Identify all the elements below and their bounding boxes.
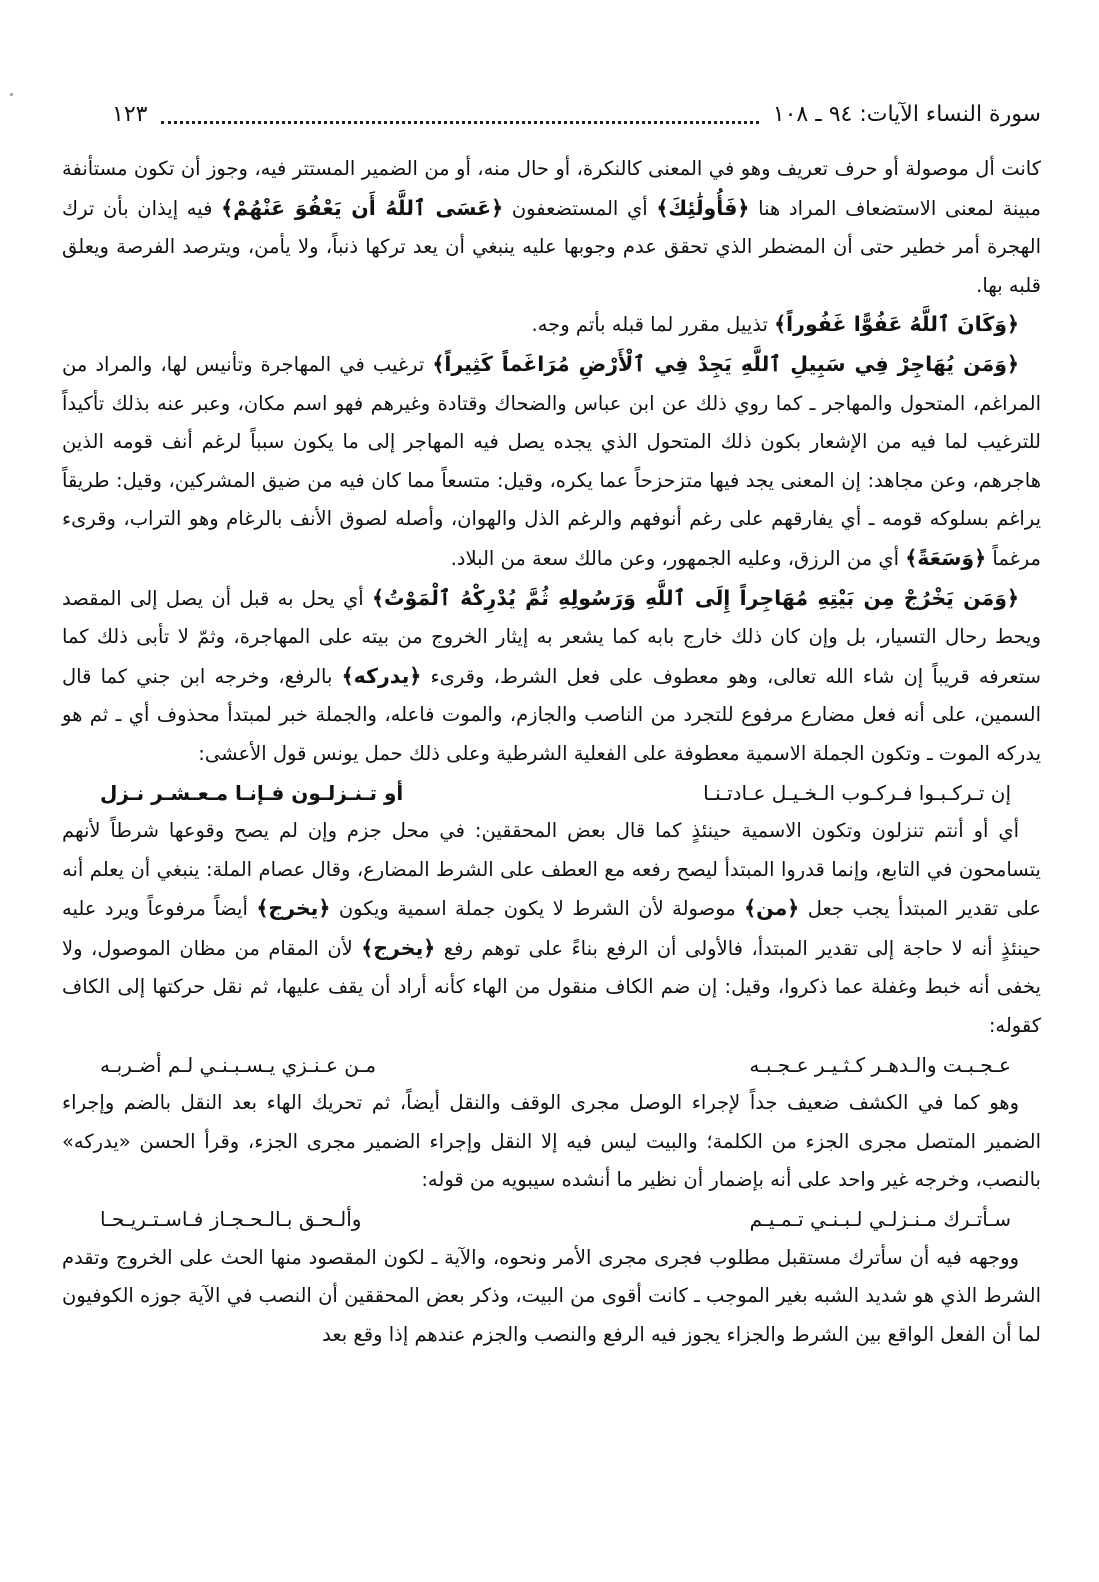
poetry-verse-2 (62, 1046, 1041, 1085)
paragraph-text: وهو كما في الكشف ضعيف جداً لإجراء الوصل مجرى الوقف والنقل أيضاً، ثم تحريك الهاء بعد النقل بالضم وإجراء الضمير المتصل مجرى الجزء من الكلمة؛ والبيت ليس فيه إلا النقل وإجراء الضمير مجرى الجزء، وقرأ الحسن «يدركه» بالنصب، وخرجه غير واحد على أنه بإضمار أن نظير ما أنشده سيبويه من قوله: (62, 1091, 1041, 1192)
paragraph-text: فيه إيذان بأن ترك الهجرة أمر خطير حتى أن المضطر الذي تحقق عدم وجوبها عليه ينبغي أن يعد تركها ذنباً، ولا يأمن، ويترصد الفرصة ويعلق قلبه بها. (62, 196, 1041, 297)
paragraph-text: كانت أل موصولة أو حرف تعريف وهو في المعنى كالنكرة، أو حال منه، أو من الضمير المستتر فيه، وجوز أن تكون مستأنفة مبينة لمعنى الاستضعاف المراد هنا (62, 157, 1041, 220)
verse-hemistich-second: وألـحـق بـالـحـجـاز فـاسـتـريـحـا (100, 1207, 362, 1232)
verse-hemistich-second: مـن عـنـزي يـسـبـنـي لـم أضـربـه (100, 1052, 377, 1077)
paragraph-3 (62, 345, 1041, 579)
paragraph-text: بالرفع، وخرجه ابن جني كما قال السمين، على أنه فعل مضارع مرفوع للتجرد من الناصب والجازم، والموت فاعله، والجملة خبر لمبتدأ محذوف أي ـ ثم هو يدركه الموت ـ وتكون الجملة الاسمية معطوفة على الفعلية الشرطية وعلى ذلك حمل يونس قول الأعشى: (62, 664, 1041, 765)
poetry-verse-1 (62, 774, 1041, 813)
quran-quote: ﴿يخرج﴾ (256, 896, 331, 921)
running-title: سورة النساء الآيات: ٩٤ ـ ١٠٨ (772, 101, 1041, 127)
running-header (112, 92, 1041, 136)
paragraph-text: أي أو أنتم تنزلون وتكون الاسمية حينئذٍ كما قال بعض المحققين: في محل جزم وإن لم يصح وقوعها شرطاً لأنهم يتسامحون في التابع، وإنما قدروا المبتدأ ليصح رفعه مع العطف على الشرط المضارع، وقال عصام الملة: ينبغي أن يعلم أنه على تقدير المبتدأ يجب جعل (62, 819, 1042, 921)
paragraph-1 (62, 150, 1041, 305)
paragraph-text: لأن المقام من مظان الموصول، ولا يخفى أنه خبط وغفلة عما ذكروا، وقيل: إن ضم الكاف منقول من الهاء كأنه أراد أن يقف عليها، ثم نقل حركتها إلى الكاف كقوله: (62, 936, 1041, 1038)
paragraph-7 (62, 1239, 1041, 1355)
paragraph-text: أي من الرزق، وعليه الجمهور، وعن مالك سعة من البلاد. (450, 546, 900, 570)
quran-quote: ﴿وَسَعَةً﴾ (905, 545, 987, 570)
paragraph-text: تذييل مقرر لما قبله بأتم وجه. (531, 313, 768, 337)
page-body (62, 150, 1041, 1354)
poetry-verse-3 (62, 1200, 1041, 1239)
quran-quote: ﴿وَمَن يُهَاجِرْ فِي سَبِيلِ ٱللَّهِ يَجِدْ فِي ٱلْأَرْضِ مُرَاغَماً كَثِيراً﴾ (432, 351, 1019, 376)
page-number: ١٢٣ (112, 101, 148, 127)
quran-quote: ﴿وَمَن يَخْرُجْ مِن بَيْتِهِ مُهَاجِراً إِلَى ٱللَّهِ وَرَسُولِهِ ثُمَّ يُدْرِكْهُ ٱلْمَوْتُ﴾ (372, 585, 1020, 610)
quran-quote: ﴿عَسَى ٱللَّهُ أَن يَعْفُوَ عَنْهُمْ﴾ (221, 195, 504, 220)
verse-hemistich-second: أو تـنـزلـون فـإنـا مـعـشـر نـزل (100, 780, 404, 805)
paragraph-text: موصولة لأن الشرط لا يكون جملة اسمية ويكون (338, 897, 736, 921)
margin-speck (10, 93, 13, 96)
paragraph-text: أيضاً مرفوعاً ويرد عليه حينئذٍ أنه لا حاجة إلى تقدير المبتدأ، فالأولى أن الرفع بناءً على توهم رفع (62, 897, 1041, 960)
paragraph-text: ترغيب في المهاجرة وتأنيس لها، والمراد من المراغم، المتحول والمهاجر ـ كما روي ذلك عن ابن عباس والضحاك وقتادة وغيرهم فهو اسم مكان، وعبر عنه بذلك تأكيداً للترغيب لما فيه من الإشعار بكون ذلك المتحول الذي يجده يصل فيه المهاجر إلى ما يكون سبباً لرغم أنف قومه الذين هاجرهم، وعن مجاهد: إن المعنى يجد فيها متزحزحاً عما يكره، وقيل: متسعاً مما كان فيه من ضيق المشركين، وقيل: طريقاً يراغم بسلوكه قومه ـ أي يفارقهم على رغم أنوفهم والرغم الذل والهوان، وأصله لصوق الأنف بالرغام وهو التراب، وقرىء مرغماً (62, 352, 1041, 570)
quran-quote: ﴿وَكَانَ ٱللَّهُ عَفُوًّا غَفُوراً﴾ (774, 312, 1019, 337)
paragraph-4 (62, 579, 1041, 774)
verse-hemistich-first: سـأتـرك مـنـزلـي لـبـنـي تـمـيـم (749, 1207, 1011, 1232)
quran-quote: ﴿من﴾ (744, 896, 800, 921)
paragraph-2 (62, 305, 1041, 345)
paragraph-6 (62, 1084, 1041, 1200)
paragraph-text: أي المستضعفون (511, 196, 648, 220)
verse-hemistich-first: عـجـبـت والـدهـر كـثـيـر عـجـبـه (749, 1052, 1011, 1077)
quran-quote: ﴿يدركه﴾ (341, 663, 422, 688)
quran-quote: ﴿يخرج﴾ (361, 935, 436, 960)
quran-quote: ﴿فَأُولَٰئِكَ﴾ (656, 195, 750, 220)
paragraph-5 (62, 812, 1041, 1046)
header-leader-dots (161, 117, 758, 124)
paragraph-text: ووجهه فيه أن سأترك مستقبل مطلوب فجرى مجرى الأمر ونحوه، والآية ـ لكون المقصود منها الحث على الخروج وتقدم الشرط الذي هو شديد الشبه بغير الموجب ـ كانت أقوى من البيت، وذكر بعض المحققين أن النصب في الآية جوزه الكوفيون لما أن الفعل الواقع بين الشرط والجزاء يجوز فيه الرفع والنصب والجزم عندهم إذا وقع بعد (62, 1245, 1041, 1346)
paragraph-text: أي يحل به قبل أن يصل إلى المقصد ويحط رحال التسيار، بل وإن كان ذلك خارج بابه كما يشعر به إيثار الخروج من بيته على المهاجرة، وثمّ لا تأبى ذلك كما ستعرفه قريباً إن شاء الله تعالى، وهو معطوف على فعل الشرط، وقرىء (62, 586, 1041, 688)
verse-hemistich-first: إن تـركـبـوا فـركـوب الـخـيـل عـادتـنـا (703, 780, 1011, 805)
